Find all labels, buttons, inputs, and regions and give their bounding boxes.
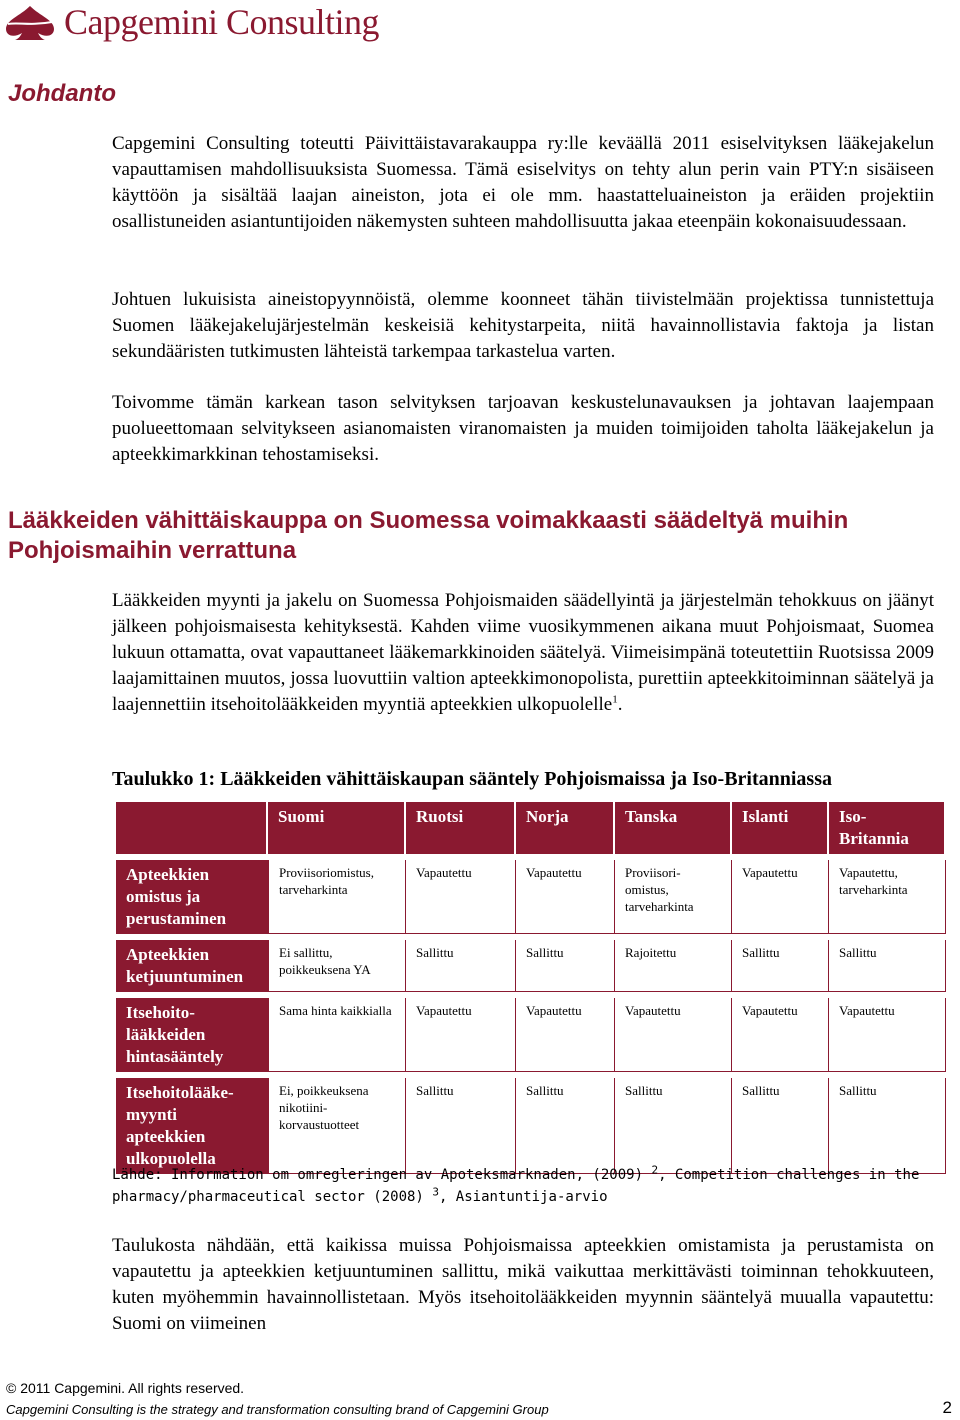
col-header: Tanska <box>615 802 732 854</box>
table-cell: Vapautettu <box>732 860 829 934</box>
row-header: Itsehoitolääke-myynti apteekkien ulkopuolella <box>116 1078 268 1174</box>
table-cell: Sallittu <box>516 1078 615 1174</box>
table-row <box>116 860 946 934</box>
table-cell: Sallittu <box>406 1078 516 1174</box>
table-source <box>112 1164 942 1208</box>
section-heading: Lääkkeiden vähittäiskauppa on Suomessa voimakkaasti säädeltyä muihin Pohjoismaihin verrattuna <box>8 507 849 564</box>
col-header: Ruotsi <box>406 802 516 854</box>
table-cell: Vapautettu <box>516 998 615 1072</box>
table-cell: Vapautettu <box>829 998 946 1072</box>
table-cell: Sallittu <box>732 940 829 992</box>
logo <box>2 0 379 44</box>
table-cell: Sallittu <box>406 940 516 992</box>
table-cell: Vapautettu <box>406 860 516 934</box>
table-cell: Sallittu <box>516 940 615 992</box>
table-row <box>116 1078 946 1174</box>
table-cell: Vapautettu, tarveharkinta <box>829 860 946 934</box>
section-paragraph-text: Lääkkeiden myynti ja jakelu on Suomessa Pohjoismaiden säädellyintä ja järjestelmän tehokkuus on jäänyt jälkeen pohjoismaisesta kehityksestä. Kahden viime vuosikymmenen aikana muut Pohjoismaat, Suomea lukuun ottamatta, ovat vapauttaneet lääkemarkkinoiden säätelyä. Viimeisimpänä toteutettiin Ruotsissa 2009 laajamittainen muutos, jossa luovuttiin valtion apteekkimonopolista, purettiin apteekkitoiminnan säätelyä ja laajennettiin itsehoitolääkkeiden myyntiä apteekkien ulkopuolelle <box>112 590 934 715</box>
table-cell: Sallittu <box>615 1078 732 1174</box>
footnote-ref: 3 <box>432 1185 439 1199</box>
table-cell: Vapautettu <box>732 998 829 1072</box>
intro-heading: Johdanto <box>8 80 116 107</box>
table-cell: Rajoitettu <box>615 940 732 992</box>
col-header: Islanti <box>732 802 829 854</box>
table-row <box>116 940 946 992</box>
footnote-ref: 2 <box>651 1163 659 1177</box>
footnote-ref: 1 <box>612 693 618 706</box>
table-cell: Ei sallittu, poikkeuksena YA <box>268 940 406 992</box>
section-paragraph-end: . <box>617 694 623 715</box>
table-cell: Vapautettu <box>615 998 732 1072</box>
col-header: Iso-Britannia <box>829 802 946 854</box>
col-header: Norja <box>516 802 615 854</box>
table-header-blank <box>116 802 268 854</box>
table-row <box>116 998 946 1072</box>
intro-paragraph-1: Capgemini Consulting toteutti Päivittäistavarakauppa ry:lle keväällä 2011 esiselvityksen lääkejakelun vapauttamisen mahdollisuuksista Suomessa. Tämä esiselvitys on tehty alun perin vain PTY:n sisäiseen käyttöön ja sisältää laajan aineiston, jota ei ole mm. haastatteluaineiston ja eräiden projektiin osallistuneiden asiantuntijoiden näkemysten suhteen mahdollisuutta jakaa eteenpäin kokonaisuudessaan. <box>112 133 934 232</box>
intro-paragraph-3: Toivomme tämän karkean tason selvityksen tarjoavan keskustelunavauksen ja johtavan laajempaan puolueettomaan selvitykseen asianomaisten viranomaisten ja muiden toimijoiden taholta lääkejakelun ja apteekkimarkkinan tehostamiseksi. <box>112 392 934 465</box>
table-cell: Ei, poikkeuksena nikotiini-korvaustuotteet <box>268 1078 406 1174</box>
regulation-table <box>116 796 946 1180</box>
table-cell: Sama hinta kaikkialla <box>268 998 406 1072</box>
table-cell: Sallittu <box>732 1078 829 1174</box>
table-caption: Taulukko 1: Lääkkeiden vähittäiskaupan sääntely Pohjoismaissa ja Iso-Britanniassa <box>112 768 832 790</box>
row-header: Itsehoito-lääkkeiden hintasääntely <box>116 998 268 1072</box>
logo-text: Capgemini Consulting <box>64 2 380 42</box>
intro-paragraph-2: Johtuen lukuisista aineistopyynnöistä, olemme koonneet tähän tiivistelmään projektissa tunnistettuja Suomen lääkejakelujärjestelmän keskeisiä kehitystarpeita, niitä havainnollistavia faktoja ja listan sekundääristen tutkimusten lähteistä tarkempaa tarkastelua varten. <box>112 289 934 362</box>
table-cell: Proviisoriomistus, tarveharkinta <box>268 860 406 934</box>
footer-tagline: Capgemini Consulting is the strategy and transformation consulting brand of Capgemini Group <box>6 1402 549 1417</box>
source-text: , Asiantuntija-arvio <box>438 1189 608 1205</box>
table-cell: Vapautettu <box>516 860 615 934</box>
table-cell: Proviisori-omistus, tarveharkinta <box>615 860 732 934</box>
footer-copyright: © 2011 Capgemini. All rights reserved. <box>6 1380 245 1396</box>
col-header: Suomi <box>268 802 406 854</box>
row-header: Apteekkien ketjuuntuminen <box>116 940 268 992</box>
table-cell: Sallittu <box>829 1078 946 1174</box>
row-header: Apteekkien omistus ja perustaminen <box>116 860 268 934</box>
table-cell: Sallittu <box>829 940 946 992</box>
page-number: 2 <box>942 1398 952 1417</box>
section-paragraph <box>112 588 934 718</box>
source-text: , Competition challenges in the pharmacy/pharmaceutical sector (2008) <box>112 1167 920 1205</box>
spade-logo-icon <box>2 2 58 42</box>
source-text: Lähde: Information om omregleringen av Apoteksmarknaden, (2009) <box>112 1167 644 1183</box>
table-header-row <box>116 802 946 854</box>
closing-paragraph: Taulukosta nähdään, että kaikissa muissa Pohjoismaissa apteekkien omistamista ja perustamista on vapautettu ja apteekkien ketjuuntuminen sallittu, mikä vaikuttaa merkittävästi toiminnan tehokkuuteen, kuten myöhemmin havainnollistetaan. Myös itsehoitolääkkeiden myynnin sääntelyä muualla vapautettu: Suomi on viimeinen <box>112 1235 934 1334</box>
table-cell: Vapautettu <box>406 998 516 1072</box>
